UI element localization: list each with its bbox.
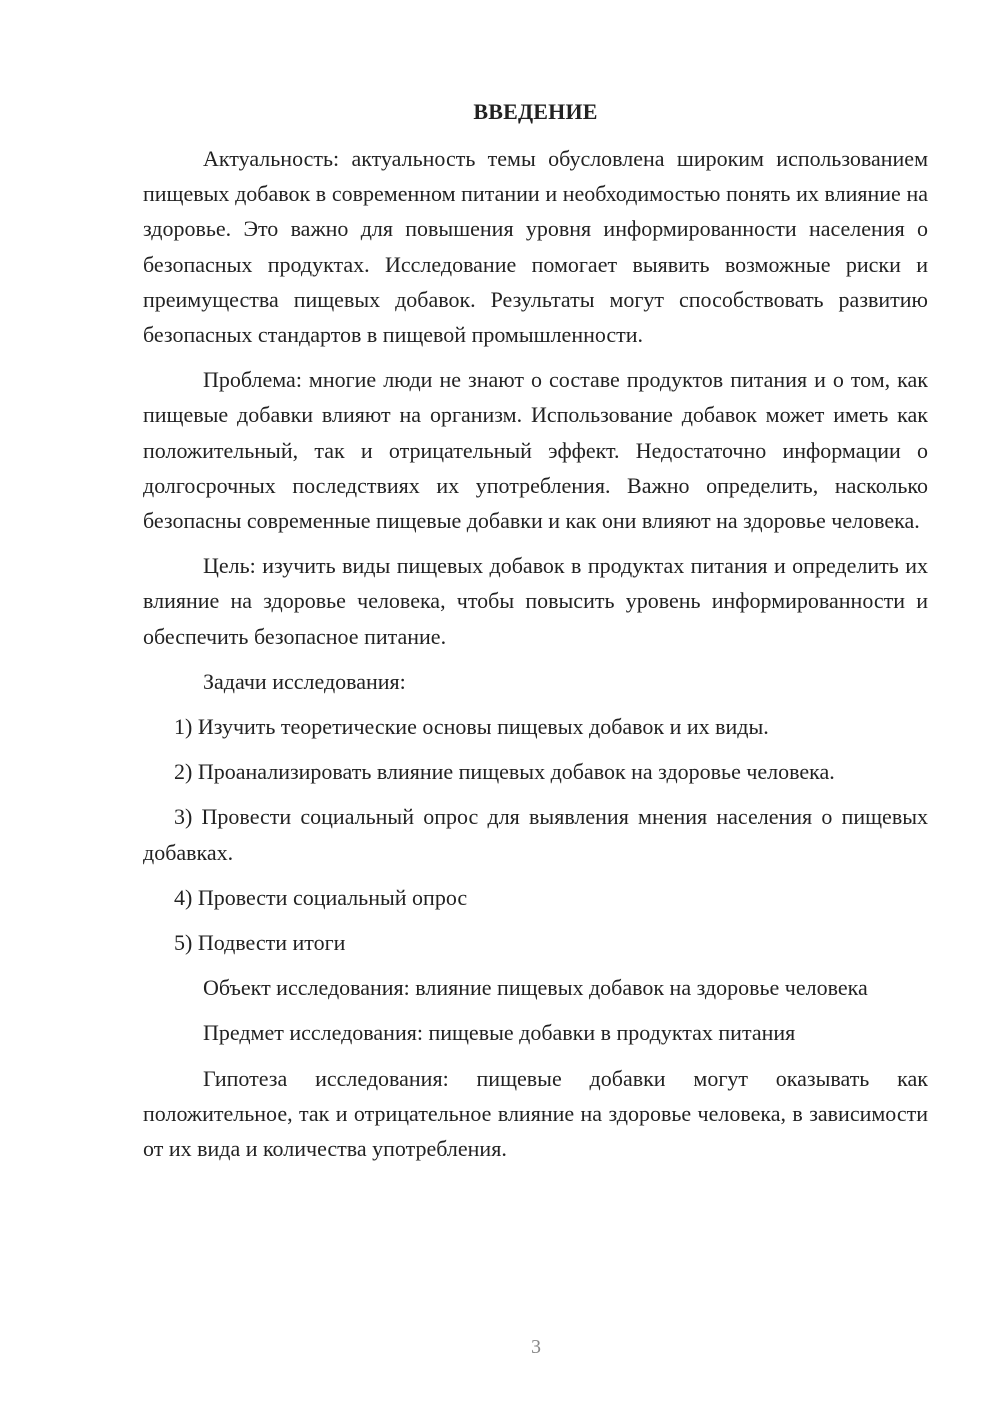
paragraph-goal: Цель: изучить виды пищевых добавок в продуктах питания и определить их влияние на здоровье человека, чтобы повысить уровень информированности и обеспечить безопасное питание. xyxy=(143,553,928,649)
task-item-4: 4) Провести социальный опрос xyxy=(174,884,468,910)
document-body xyxy=(143,96,928,1166)
task-item-2: 2) Проанализировать влияние пищевых добавок на здоровье человека. xyxy=(174,759,835,785)
task-item-1: 1) Изучить теоретические основы пищевых добавок и их виды. xyxy=(174,714,769,740)
paragraph-tasks-heading: Задачи исследования: xyxy=(203,668,406,694)
paragraph-hypothesis: Гипотеза исследования: пищевые добавки могут оказывать как положительное, так и отрицательное влияние на здоровье человека, в зависимости от их вида и количества употребления. xyxy=(143,1065,928,1162)
paragraph-relevance: Актуальность: актуальность темы обусловлена широким использованием пищевых добавок в современном питании и необходимостью понять их влияние на здоровье. Это важно для повышения уровня информированности населения о безопасных продуктах. Исследование помогает выявить возможные риски и преимущества пищевых добавок. Результаты могут способствовать развитию безопасных стандартов в пищевой промышленности. xyxy=(143,146,928,348)
paragraph-subject: Предмет исследования: пищевые добавки в продуктах питания xyxy=(203,1020,796,1046)
task-item-3: 3) Провести социальный опрос для выявления мнения населения о пищевых добавках. xyxy=(143,804,928,865)
task-item-5: 5) Подвести итоги xyxy=(174,930,346,956)
paragraph-object: Объект исследования: влияние пищевых добавок на здоровье человека xyxy=(203,975,868,1001)
page-number: 3 xyxy=(531,1336,541,1358)
paragraph-problem: Проблема: многие люди не знают о составе продуктов питания и о том, как пищевые добавки влияют на организм. Использование добавок может иметь как положительный, так и отрицательный эффект. Недостаточно информации о долгосрочных последствиях их употребления. Важно определить, насколько безопасны современные пищевые добавки и как они влияют на здоровье человека. xyxy=(143,367,928,534)
section-title: ВВЕДЕНИЕ xyxy=(473,99,598,124)
